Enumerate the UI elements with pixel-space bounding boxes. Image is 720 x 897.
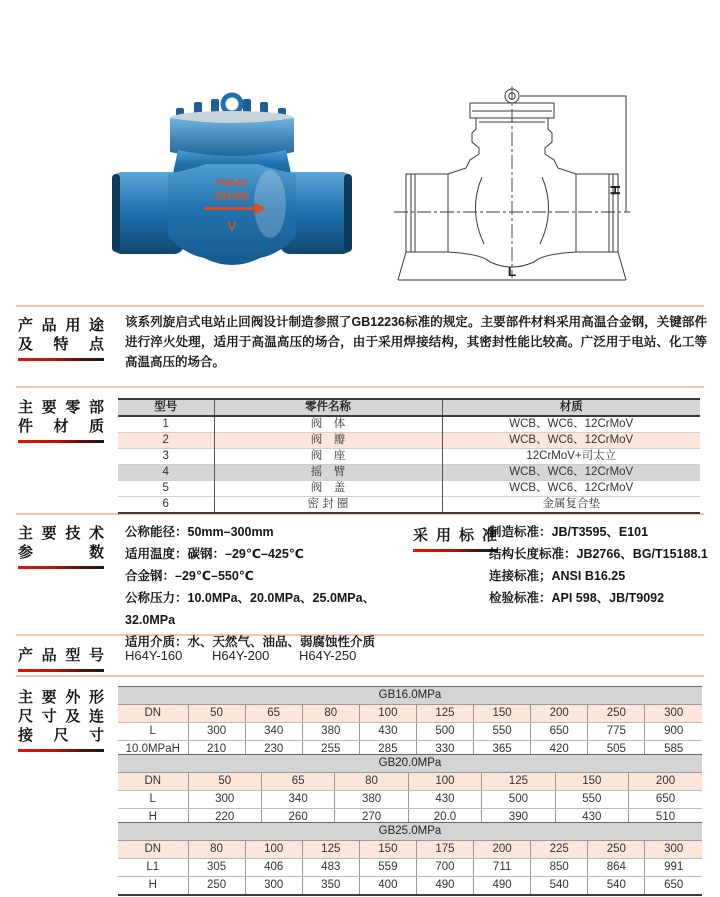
table-cell: 80 [302, 705, 359, 723]
table-cell: 420 [531, 741, 588, 759]
title-underline [18, 566, 104, 569]
table-cell: 12CrMoV+司太立 [442, 449, 700, 465]
table-cell: 125 [302, 841, 359, 859]
table-cell: 250 [588, 705, 645, 723]
table-cell: 密 封 圈 [214, 497, 442, 514]
tech-parameter: 合金钢：–29℃–550℃ [125, 569, 254, 583]
table-cell: 505 [588, 741, 645, 759]
table-cell: 340 [261, 791, 334, 809]
table-cell: 125 [482, 773, 555, 791]
table-cell: 483 [302, 859, 359, 877]
column-header: 材质 [442, 399, 700, 416]
drawing-left-pipe [406, 174, 448, 252]
separator [16, 675, 704, 677]
table-cell: 6 [118, 497, 214, 514]
standard-item: 结构长度标准：JB2766、BG/T15188.1 [489, 547, 708, 561]
table-cell: 850 [531, 859, 588, 877]
table-cell: 900 [645, 723, 702, 741]
title-line: 主要技术 [18, 525, 104, 542]
marking-dn: DN300 [214, 191, 250, 203]
table-cell: 200 [474, 841, 531, 859]
table-cell: 100 [359, 705, 416, 723]
title-line: 产品用途 [18, 317, 104, 334]
table-cell: 150 [555, 773, 628, 791]
table-cell: 65 [245, 705, 302, 723]
table-cell: WCB、WC6、12CrMoV [442, 465, 700, 481]
table-cell: 540 [531, 877, 588, 896]
table-cell: 210 [188, 741, 245, 759]
table-row [118, 705, 702, 723]
table-cell: 330 [416, 741, 473, 759]
table-cell: 350 [302, 877, 359, 896]
pressure-class-header: GB20.0MPa [118, 755, 702, 773]
drawing-neck-left [448, 118, 479, 174]
table-cell: 150 [359, 841, 416, 859]
table-cell: 711 [474, 859, 531, 877]
table-cell: 775 [588, 723, 645, 741]
table-cell: 255 [302, 741, 359, 759]
separator [16, 386, 704, 388]
table-cell: 150 [474, 705, 531, 723]
table-cell: 991 [645, 859, 702, 877]
drawing-neck-right [545, 118, 576, 174]
title-line: 参 数 [18, 544, 104, 561]
title-line: 产品型号 [18, 647, 104, 664]
table-row [118, 877, 702, 896]
table-cell: 65 [261, 773, 334, 791]
table-row [118, 465, 700, 481]
standard-item: 制造标准：JB/T3595、E101 [489, 525, 649, 539]
table-row [118, 723, 702, 741]
tech-parameter: 公称能径：50mm–300mm [125, 525, 274, 539]
table-cell: WCB、WC6、12CrMoV [442, 416, 700, 433]
table-cell: 400 [359, 877, 416, 896]
table-cell: 430 [359, 723, 416, 741]
row-label: H [118, 877, 188, 896]
model-number: H64Y-160 [125, 648, 183, 663]
table-cell: 225 [531, 841, 588, 859]
tech-parameter: 适用介质：水、天然气、油品、弱腐蚀性介质 [125, 635, 376, 649]
table-cell: 2 [118, 433, 214, 449]
table-cell: 20.0 [408, 809, 481, 827]
table-cell: 1 [118, 416, 214, 433]
table-cell: 阀 盖 [214, 481, 442, 497]
dim-label-l: L [507, 263, 517, 279]
section-title-dimensions [18, 688, 104, 752]
section-title-models [18, 644, 104, 672]
title-line: 尺寸及连 [18, 708, 104, 725]
section-title-tech [18, 524, 104, 569]
table-cell: 490 [416, 877, 473, 896]
table-cell: WCB、WC6、12CrMoV [442, 481, 700, 497]
table-row [118, 859, 702, 877]
table-cell: 4 [118, 465, 214, 481]
tech-parameter: 适用温度：碳钢：–29℃–425℃ [125, 547, 304, 561]
table-cell: 3 [118, 449, 214, 465]
table-cell: 300 [645, 841, 702, 859]
title-line: 接 尺 寸 [18, 727, 104, 744]
title-underline [18, 358, 104, 361]
table-cell: 230 [245, 741, 302, 759]
row-label: L [118, 791, 188, 809]
table-cell: 510 [629, 809, 702, 827]
table-cell: 270 [335, 809, 408, 827]
table-cell: WCB、WC6、12CrMoV [442, 433, 700, 449]
table-cell: 300 [188, 791, 261, 809]
table-cell: 650 [645, 877, 702, 896]
table-cell: 摇 臂 [214, 465, 442, 481]
table-cell: 650 [531, 723, 588, 741]
table-cell: 金属复合垫 [442, 497, 700, 514]
table-band-row [118, 823, 702, 841]
table-cell: 阀 座 [214, 449, 442, 465]
dimension-table-gb20 [118, 754, 702, 827]
row-label: DN [118, 773, 188, 791]
table-cell: 864 [588, 859, 645, 877]
table-cell: 50 [188, 705, 245, 723]
model-number: H64Y-250 [298, 648, 357, 663]
table-cell: 125 [416, 705, 473, 723]
valve-photo-illustration [110, 86, 354, 274]
table-cell: 80 [335, 773, 408, 791]
table-row [118, 497, 700, 514]
row-label: DN [118, 705, 188, 723]
table-band-row [118, 687, 702, 705]
model-list [125, 648, 382, 663]
section-title-parts [18, 398, 104, 443]
row-label: L1 [118, 859, 188, 877]
table-cell: 200 [629, 773, 702, 791]
table-row [118, 791, 702, 809]
column-header: 零件名称 [214, 399, 442, 416]
table-cell: 540 [588, 877, 645, 896]
title-line: 及 特 点 [18, 336, 104, 353]
lifting-ring [223, 95, 241, 113]
table-row [118, 841, 702, 859]
table-cell: 380 [335, 791, 408, 809]
section-title-standards [413, 524, 497, 552]
tech-parameter: 公称压力：10.0MPa、20.0MPa、25.0MPa、32.0MPa [125, 591, 376, 627]
row-label: DN [118, 841, 188, 859]
tech-parameter-list [125, 521, 415, 653]
dim-label-h: H [607, 184, 623, 196]
table-cell: 阀 体 [214, 416, 442, 433]
table-cell: 200 [531, 705, 588, 723]
table-cell: 500 [482, 791, 555, 809]
table-cell: 300 [245, 877, 302, 896]
title-line: 采用标准 [413, 527, 497, 544]
table-cell: 365 [474, 741, 531, 759]
section-title-usage [18, 316, 104, 361]
row-label: 10.0MPaH [118, 741, 188, 759]
table-cell: 250 [588, 841, 645, 859]
valve-technical-drawing [386, 82, 644, 290]
table-cell: 100 [408, 773, 481, 791]
table-cell: 100 [245, 841, 302, 859]
table-cell: 390 [482, 809, 555, 827]
table-cell: 250 [188, 877, 245, 896]
dimension-table-gb16 [118, 686, 702, 759]
table-cell: 550 [555, 791, 628, 809]
standard-item: 检验标准：API 598、JB/T9092 [489, 591, 665, 605]
title-underline [18, 749, 104, 752]
table-cell: 260 [261, 809, 334, 827]
title-underline [413, 549, 497, 552]
table-row [118, 433, 700, 449]
table-cell: 285 [359, 741, 416, 759]
table-cell: 550 [474, 723, 531, 741]
valve-drawing-svg [386, 82, 644, 290]
table-cell: 700 [416, 859, 473, 877]
table-cell: 559 [359, 859, 416, 877]
table-band-row [118, 755, 702, 773]
standards-list [489, 521, 714, 609]
standard-item: 连接标准；ANSI B16.25 [489, 569, 626, 583]
table-cell: 300 [188, 723, 245, 741]
table-row [118, 481, 700, 497]
valve-photo [110, 86, 354, 274]
table-cell: 80 [188, 841, 245, 859]
row-label: H [118, 809, 188, 827]
title-underline [18, 669, 104, 672]
separator [16, 305, 704, 307]
parts-material-table [118, 398, 700, 514]
title-line: 主要外形 [18, 689, 104, 706]
marking-pn: PN64V [216, 178, 248, 189]
title-underline [18, 440, 104, 443]
pressure-class-header: GB25.0MPa [118, 823, 702, 841]
table-cell: 300 [645, 705, 702, 723]
column-header: 型号 [118, 399, 214, 416]
table-cell: 5 [118, 481, 214, 497]
model-number: H64Y-200 [211, 648, 270, 663]
title-line: 主要零部 [18, 399, 104, 416]
table-cell: 50 [188, 773, 261, 791]
table-row [118, 773, 702, 791]
pressure-class-header: GB16.0MPa [118, 687, 702, 705]
dimension-table-gb25 [118, 822, 702, 896]
table-cell: 175 [416, 841, 473, 859]
table-cell: 406 [245, 859, 302, 877]
table-cell: 220 [188, 809, 261, 827]
table-cell: 500 [416, 723, 473, 741]
table-header-row [118, 399, 700, 416]
table-row [118, 416, 700, 433]
table-cell: 490 [474, 877, 531, 896]
table-cell: 380 [302, 723, 359, 741]
table-cell: 585 [645, 741, 702, 759]
title-line: 件 材 质 [18, 418, 104, 435]
table-cell: 305 [188, 859, 245, 877]
table-cell: 430 [555, 809, 628, 827]
table-cell: 430 [408, 791, 481, 809]
table-cell: 阀 瓣 [214, 433, 442, 449]
marking-v: V [227, 219, 237, 234]
row-label: L [118, 723, 188, 741]
table-cell: 340 [245, 723, 302, 741]
table-cell: 650 [629, 791, 702, 809]
table-row [118, 449, 700, 465]
usage-paragraph: 该系列旋启式电站止回阀设计制造参照了GB12236标准的规定。主要部件材料采用高温合金钢，关键部件进行淬火处理，适用于高温高压的场合，由于采用焊接结构，其密封性能比较高。广泛用于电站、化工等高温高压的场合。 [125, 315, 707, 369]
